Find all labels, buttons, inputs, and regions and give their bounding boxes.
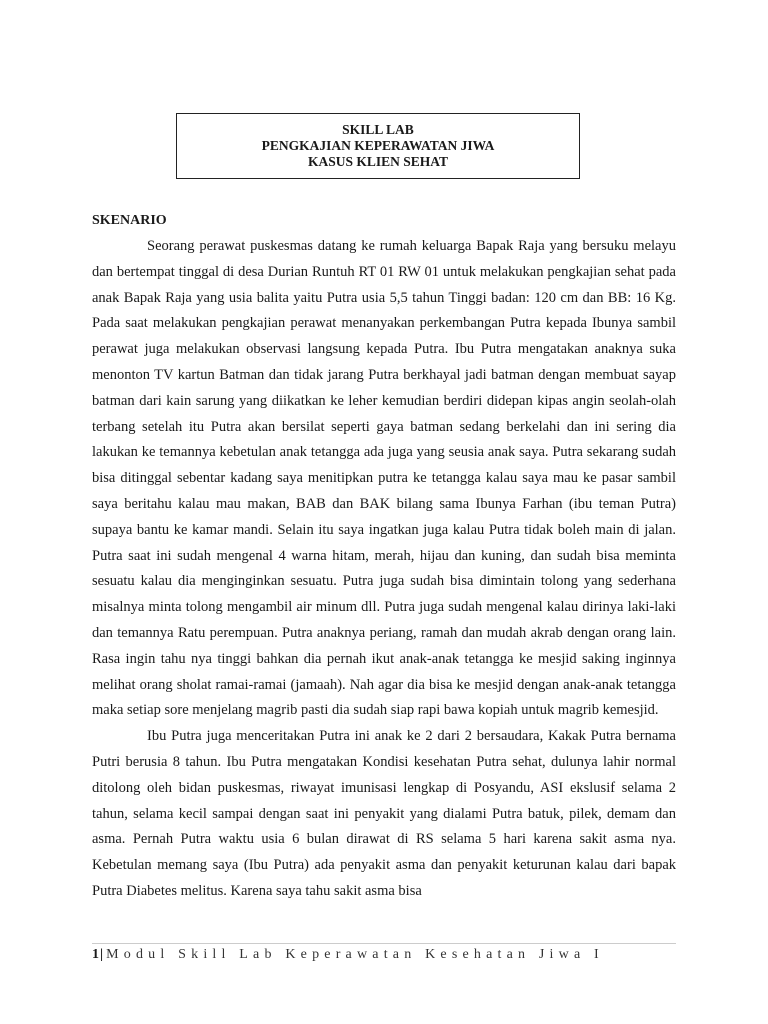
title-line-2: PENGKAJIAN KEPERAWATAN JIWA (261, 138, 495, 153)
module-title: Modul Skill Lab Keperawatan Kesehatan Jiwa I (106, 947, 604, 962)
section-heading: SKENARIO (92, 213, 167, 228)
title-box (176, 113, 580, 179)
body-text (92, 234, 676, 905)
page-number: 1 (92, 947, 99, 962)
title-line-3: KASUS KLIEN SEHAT (307, 154, 449, 169)
footer-divider (92, 943, 676, 944)
title-line-1: SKILL LAB (342, 122, 414, 137)
paragraph-1: Seorang perawat puskesmas datang ke rumah keluarga Bapak Raja yang bersuku melayu dan bertempat tinggal di desa Durian Runtuh RT 01 RW 01 untuk melakukan pengkajian sehat pada anak Bapak Raja yang usia balita yaitu Putra usia 5,5 tahun Tinggi badan: 120 cm dan BB: 16 Kg. Pada saat melakukan pengkajian perawat menanyakan perkembangan Putra kepada Ibunya sambil perawat juga melakukan observasi langsung kepada Putra. Ibu Putra mengatakan anaknya suka menonton TV kartun Batman dan tidak jarang Putra berkhayal jadi batman dengan membuat sayap batman dari kain sarung yang diikatkan ke leher kemudian berdiri didepan kipas angin seolah-olah terbang setelah itu Putra akan bersilat seperti gaya batman sedang berkelahi dan ini sering dia lakukan ke temannya kebetulan anak tetangga ada juga yang seusia anak saya. Putra sekarang sudah bisa ditinggal sebentar kadang saya menitipkan putra ke tetangga kalau saya mau ke pasar sambil saya beritahu kalau mau makan, BAB dan BAK bilang sama Ibunya Farhan (ibu teman Putra) supaya bantu ke kamar mandi. Selain itu saya ingatkan juga kalau Putra tidak boleh main di jalan. Putra saat ini sudah mengenal 4 warna hitam, merah, hijau dan kuning, dan sudah bisa meminta sesuatu kalau dia menginginkan sesuatu. Putra juga sudah bisa dimintain tolong yang sederhana misalnya minta tolong mengambil air minum dll. Putra juga sudah mengenal kalau dirinya laki-laki dan temannya Ratu perempuan. Putra anaknya periang, ramah dan mudah akrab dengan orang lain. Rasa ingin tahu nya tinggi bahkan dia pernah ikut anak-anak tetangga ke mesjid saking inginnya melihat orang sholat ramai-ramai (jamaah). Nah agar dia bisa ke mesjid dengan anak-anak tetangga maka setiap sore menjelang magrib pasti dia sudah siap rapi bawa kopiah untuk magrib kemesjid. (92, 238, 676, 719)
page-footer (92, 945, 604, 965)
paragraph-2: Ibu Putra juga menceritakan Putra ini anak ke 2 dari 2 bersaudara, Kakak Putra bernama Putri berusia 8 tahun. Ibu Putra mengatakan Kondisi kesehatan Putra sehat, dulunya lahir normal ditolong oleh bidan puskesmas, riwayat imunisasi lengkap di Posyandu, ASI ekslusif selama 2 tahun, selama kecil sampai dengan saat ini penyakit yang dialami Putra batuk, pilek, demam dan asma. Pernah Putra waktu usia 6 bulan dirawat di RS selama 5 hari karena sakit asma nya. Kebetulan memang saya (Ibu Putra) ada penyakit asma dan penyakit keturunan kalau dari bapak Putra Diabetes melitus. Karena saya tahu sakit asma bisa (92, 728, 676, 899)
footer-separator: | (100, 947, 104, 962)
